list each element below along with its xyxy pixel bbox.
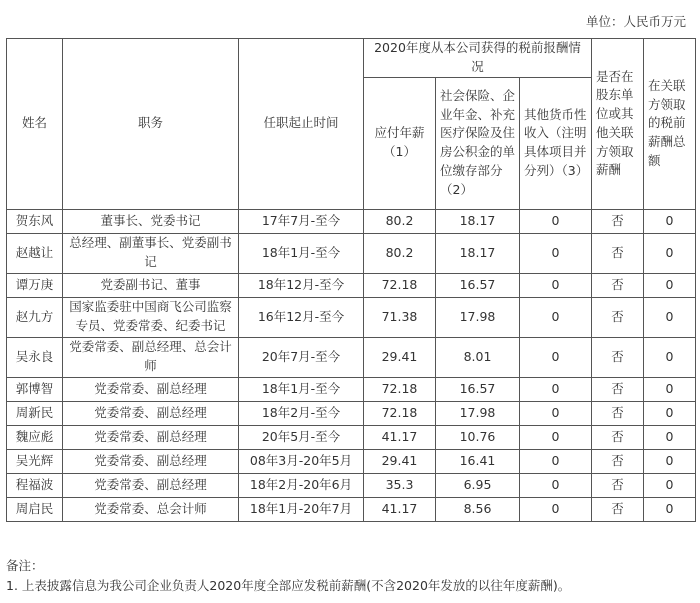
cell-shareholder-pay: 否 [592,449,644,473]
cell-salary: 35.3 [364,473,436,497]
cell-shareholder-pay: 否 [592,401,644,425]
notes [6,556,570,596]
cell-position: 党委常委、副总经理 [63,425,239,449]
cell-name: 贺东风 [7,209,63,233]
notes-item-1: 1. 上表披露信息为我公司企业负责人2020年度全部应发税前薪酬(不含2020年发放的以往年度薪酬)。 [6,578,571,593]
cell-position: 党委副书记、董事 [63,273,239,297]
header-salary: 应付年薪（1） [364,77,436,209]
cell-other-income: 0 [520,497,592,521]
cell-name: 赵越让 [7,233,63,273]
cell-social-insurance: 18.17 [436,209,520,233]
cell-term: 18年12月-至今 [239,273,364,297]
cell-salary: 72.18 [364,377,436,401]
table-row [7,497,696,521]
cell-social-insurance: 16.57 [436,273,520,297]
cell-name: 赵九方 [7,297,63,337]
cell-social-insurance: 6.95 [436,473,520,497]
cell-other-income: 0 [520,273,592,297]
header-name: 姓名 [7,39,63,210]
cell-salary: 41.17 [364,497,436,521]
cell-term: 16年12月-至今 [239,297,364,337]
cell-name: 吴光辉 [7,449,63,473]
table-row [7,425,696,449]
cell-social-insurance: 17.98 [436,401,520,425]
table-row [7,449,696,473]
cell-salary: 41.17 [364,425,436,449]
cell-related-total: 0 [644,273,696,297]
cell-term: 20年5月-至今 [239,425,364,449]
header-term: 任职起止时间 [239,39,364,210]
cell-other-income: 0 [520,401,592,425]
header-other-income: 其他货币性收入（注明具体项目并分列）（3） [520,77,592,209]
notes-title: 备注： [6,558,44,573]
header-related-total: 在关联方领取的税前薪酬总额 [644,39,696,210]
table-row [7,297,696,337]
cell-salary: 29.41 [364,449,436,473]
cell-position: 党委常委、副总经理 [63,377,239,401]
cell-related-total: 0 [644,473,696,497]
cell-related-total: 0 [644,449,696,473]
cell-related-total: 0 [644,233,696,273]
cell-position: 党委常委、副总经理 [63,449,239,473]
cell-position: 董事长、党委书记 [63,209,239,233]
cell-shareholder-pay: 否 [592,209,644,233]
header-social-insurance: 社会保险、企业年金、补充医疗保险及住房公积金的单位缴存部分（2） [436,77,520,209]
cell-shareholder-pay: 否 [592,425,644,449]
table-row [7,473,696,497]
cell-other-income: 0 [520,337,592,377]
compensation-table [6,38,696,522]
cell-shareholder-pay: 否 [592,497,644,521]
header-pretax-group: 2020年度从本公司获得的税前报酬情况 [364,39,592,78]
cell-other-income: 0 [520,377,592,401]
cell-position: 党委常委、副总经理 [63,401,239,425]
cell-shareholder-pay: 否 [592,473,644,497]
header-shareholder-pay: 是否在股东单位或其他关联方领取薪酬 [592,39,644,210]
table-row [7,377,696,401]
cell-social-insurance: 18.17 [436,233,520,273]
cell-shareholder-pay: 否 [592,297,644,337]
cell-related-total: 0 [644,401,696,425]
cell-related-total: 0 [644,297,696,337]
cell-shareholder-pay: 否 [592,233,644,273]
cell-name: 吴永良 [7,337,63,377]
table-row [7,337,696,377]
cell-term: 18年1月-至今 [239,377,364,401]
cell-term: 18年1月-20年7月 [239,497,364,521]
cell-position: 总经理、副董事长、党委副书记 [63,233,239,273]
cell-name: 周新民 [7,401,63,425]
cell-shareholder-pay: 否 [592,273,644,297]
cell-salary: 29.41 [364,337,436,377]
table-row [7,401,696,425]
cell-related-total: 0 [644,377,696,401]
cell-name: 魏应彪 [7,425,63,449]
cell-salary: 72.18 [364,401,436,425]
cell-name: 周启民 [7,497,63,521]
cell-related-total: 0 [644,209,696,233]
cell-social-insurance: 16.41 [436,449,520,473]
cell-social-insurance: 16.57 [436,377,520,401]
cell-other-income: 0 [520,233,592,273]
unit-label: 单位：人民币万元 [585,14,686,29]
cell-social-insurance: 10.76 [436,425,520,449]
cell-salary: 80.2 [364,233,436,273]
table-row [7,209,696,233]
table-row [7,233,696,273]
cell-position: 党委常委、副总经理、总会计师 [63,337,239,377]
cell-shareholder-pay: 否 [592,337,644,377]
cell-other-income: 0 [520,449,592,473]
cell-related-total: 0 [644,337,696,377]
cell-salary: 71.38 [364,297,436,337]
cell-name: 程福波 [7,473,63,497]
cell-salary: 80.2 [364,209,436,233]
table-row [7,273,696,297]
cell-other-income: 0 [520,209,592,233]
cell-position: 党委常委、总会计师 [63,497,239,521]
cell-term: 08年3月-20年5月 [239,449,364,473]
cell-shareholder-pay: 否 [592,377,644,401]
cell-term: 18年2月-至今 [239,401,364,425]
cell-other-income: 0 [520,425,592,449]
cell-position: 党委常委、副总经理 [63,473,239,497]
cell-related-total: 0 [644,497,696,521]
cell-other-income: 0 [520,473,592,497]
cell-social-insurance: 8.01 [436,337,520,377]
cell-position: 国家监委驻中国商飞公司监察专员、党委常委、纪委书记 [63,297,239,337]
cell-term: 17年7月-至今 [239,209,364,233]
cell-related-total: 0 [644,425,696,449]
cell-social-insurance: 8.56 [436,497,520,521]
header-position: 职务 [63,39,239,210]
cell-name: 郭博智 [7,377,63,401]
cell-term: 18年2月-20年6月 [239,473,364,497]
cell-name: 谭万庚 [7,273,63,297]
cell-term: 20年7月-至今 [239,337,364,377]
cell-other-income: 0 [520,297,592,337]
cell-salary: 72.18 [364,273,436,297]
cell-term: 18年1月-至今 [239,233,364,273]
cell-social-insurance: 17.98 [436,297,520,337]
